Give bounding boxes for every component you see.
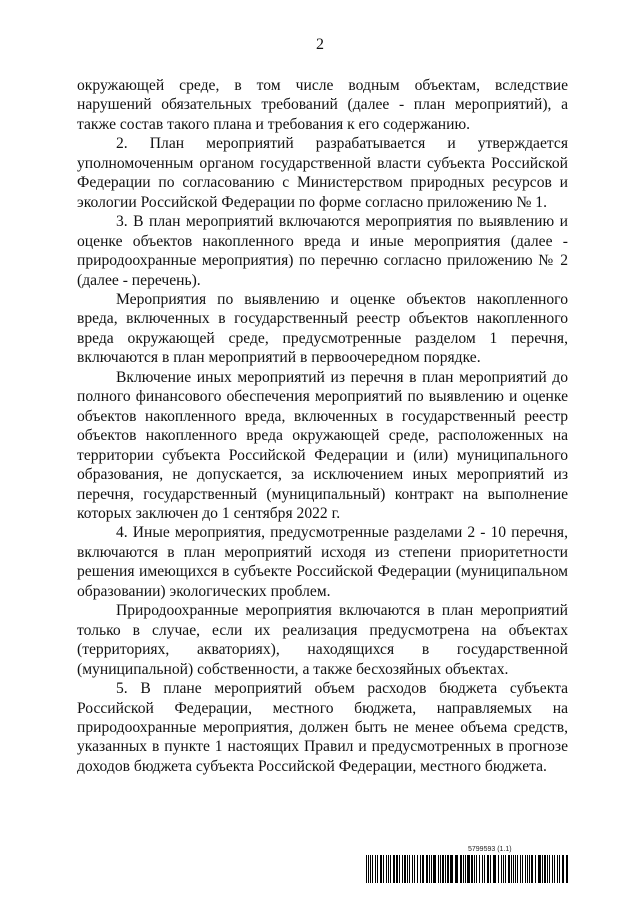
barcode-bar xyxy=(552,855,553,883)
barcode-bar xyxy=(557,855,558,883)
barcode-bar xyxy=(547,855,548,883)
barcode-bar xyxy=(414,855,415,883)
barcode-bar xyxy=(476,855,477,883)
barcode-bar xyxy=(375,855,376,883)
barcode-bar xyxy=(370,855,371,883)
barcode-bar xyxy=(490,855,491,883)
barcode-bar xyxy=(529,855,530,883)
barcode-bar xyxy=(386,855,387,883)
barcode-bar xyxy=(562,855,564,883)
barcode-bar xyxy=(366,855,367,883)
barcode-bar xyxy=(493,855,496,883)
barcode-bar xyxy=(372,855,373,883)
barcode-bar xyxy=(559,855,560,883)
barcode-bar xyxy=(505,855,506,883)
barcode-bar xyxy=(517,855,518,883)
document-barcode xyxy=(366,846,571,886)
barcode-bar xyxy=(484,855,485,883)
barcode-id: 5799593 (1.1) xyxy=(468,846,512,853)
paragraph: 4. Иные мероприятия, предусмотренные разделами 2 - 10 перечня, включаются в план мероприятий исходя из степени приоритетности решения имеющихся в субъекте Российской Федерации (муниципальном образовании) экологических проблем. xyxy=(77,524,568,600)
paragraph: Включение иных мероприятий из перечня в план мероприятий до полного финансового обеспечения мероприятий по выявлению и оценке объектов накопленного вреда, включенных в государственный реестр объектов накопленного вреда окружающей среде, расположенных на территории субъекта Российской Федерации и (или) муниципального образования, не допускается, за исключением иных мероприятий из перечня, государственный (муниципальный) контракт на выполнение которых заключен до 1 сентября 2022 г. xyxy=(77,368,568,522)
barcode-bar xyxy=(417,855,418,883)
barcode-bar xyxy=(498,855,499,883)
barcode-bar xyxy=(404,855,406,883)
barcode-bar xyxy=(450,855,453,883)
barcode-bar xyxy=(554,855,555,883)
barcode-bar xyxy=(522,855,523,883)
barcode-icon xyxy=(366,855,571,883)
barcode-bar xyxy=(445,855,446,883)
barcode-bar xyxy=(503,855,504,883)
barcode-bar xyxy=(465,855,466,883)
paragraph: 3. В план мероприятий включаются мероприятия по выявлению и оценке объектов накопленного вреда и иные мероприятия (далее - природоохранные мероприятия) по перечню согласно приложению № 2 (далее - перечень). xyxy=(77,213,568,289)
barcode-bar xyxy=(525,855,526,883)
barcode-bar xyxy=(440,855,441,883)
barcode-bar xyxy=(422,855,424,883)
barcode-bar xyxy=(515,855,516,883)
barcode-bar xyxy=(399,855,400,883)
barcode-bar xyxy=(409,855,410,883)
barcode-bar xyxy=(380,855,382,883)
paragraph: окружающей среде, в том числе водным объектам, вследствие нарушений обязательных требований (далее - план мероприятий), а также состав такого плана и требования к его содержанию. xyxy=(77,77,568,133)
barcode-bar xyxy=(368,855,369,883)
barcode-bar xyxy=(455,855,458,883)
paragraph: Природоохранные мероприятия включаются в план мероприятий только в случае, если их реализация предусмотрена на объектах (территориях, акваториях), находящихся в государственной (муниципальной) собственности, а также бесхозяйных объектах. xyxy=(77,602,568,678)
barcode-bar xyxy=(431,855,432,883)
barcode-bar xyxy=(474,855,475,883)
barcode-bar xyxy=(383,855,384,883)
barcode-bar xyxy=(471,855,473,883)
barcode-bar xyxy=(535,855,536,883)
barcode-bar xyxy=(447,855,449,883)
barcode-bar xyxy=(467,855,470,883)
paragraph: Мероприятия по выявлению и оценке объектов накопленного вреда, включенных в государственный реестр объектов накопленного вреда окружающей среде, предусмотренные разделом 1 перечня, включаются в план мероприятий в первоочередном порядке. xyxy=(77,290,568,367)
barcode-bar xyxy=(390,855,391,883)
document-body xyxy=(77,76,568,776)
barcode-bar xyxy=(420,855,421,883)
barcode-bar xyxy=(501,855,502,883)
barcode-bar xyxy=(426,855,428,883)
barcode-bar xyxy=(508,855,510,883)
barcode-bar xyxy=(388,855,389,883)
barcode-bar xyxy=(442,855,444,883)
barcode-bar xyxy=(407,855,408,883)
paragraph: 2. План мероприятий разрабатывается и утверждается уполномоченным органом государственной власти субъекта Российской Федерации по согласованию с Министерством природных ресурсов и экологии Российской Федерации по форме согласно приложению № 1. xyxy=(77,135,568,211)
barcode-bar xyxy=(396,855,398,883)
barcode-bar xyxy=(542,855,543,883)
barcode-bar xyxy=(460,855,462,883)
paragraph: 5. В плане мероприятий объем расходов бюджета субъекта Российской Федерации, местного бюджета, направляемых на природоохранные мероприятия, должен быть не менее объема средств, указанных в пункте 1 настоящих Правил и предусмотренных в прогнозе доходов бюджета субъекта Российской Федерации, местного бюджета. xyxy=(77,680,568,775)
barcode-bar xyxy=(531,855,533,883)
barcode-bar xyxy=(527,855,528,883)
barcode-bar xyxy=(479,855,480,883)
barcode-bar xyxy=(549,855,550,883)
barcode-bar xyxy=(538,855,541,883)
barcode-bar xyxy=(438,855,439,883)
barcode-bar xyxy=(513,855,514,883)
barcode-bar xyxy=(544,855,546,883)
barcode-bar xyxy=(393,855,395,883)
barcode-bar xyxy=(377,855,378,883)
barcode-bar xyxy=(429,855,430,883)
barcode-bar xyxy=(511,855,512,883)
barcode-bar xyxy=(463,855,464,883)
barcode-bar xyxy=(520,855,521,883)
barcode-bar xyxy=(487,855,489,883)
barcode-bar xyxy=(566,855,568,883)
barcode-bar xyxy=(412,855,413,883)
barcode-bar xyxy=(402,855,403,883)
barcode-bar xyxy=(482,855,483,883)
page-number: 2 xyxy=(316,36,324,53)
barcode-bar xyxy=(433,855,436,883)
